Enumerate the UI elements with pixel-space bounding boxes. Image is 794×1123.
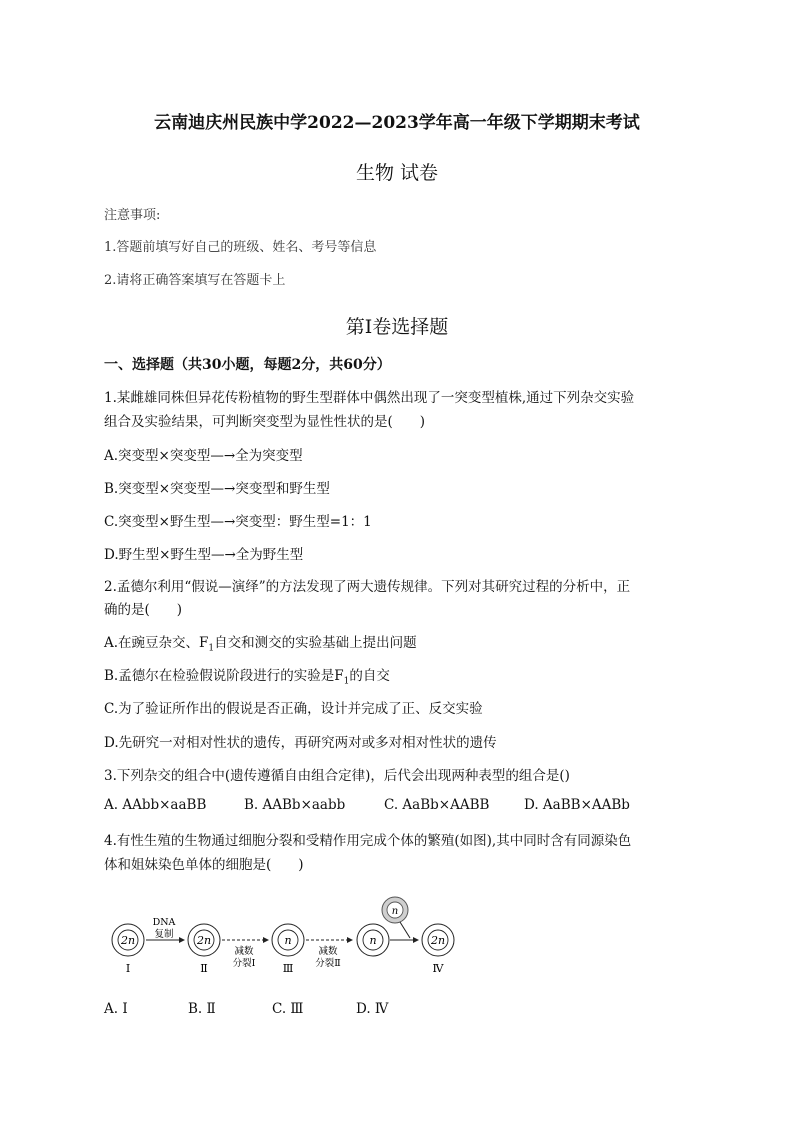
note-item-1: 1.答题前填写好自己的班级、姓名、考号等信息 — [104, 240, 377, 255]
question-2-option-b: B.孟德尔在检验假说阶段进行的实验是$F_1$的自交 — [104, 668, 390, 687]
arrow-2-line-2: 分裂Ⅰ — [232, 958, 256, 969]
cell-1 — [112, 924, 144, 975]
question-2-option-d: D.先研究一对相对性状的遗传，再研究两对或多对相对性状的遗传 — [104, 735, 497, 751]
question-1-stem-line-1: 1.某雌雄同株但异花传粉植物的野生型群体中偶然出现了一突变型植株,通过下列杂交实验 — [104, 390, 635, 406]
cell-2-roman: Ⅱ — [200, 962, 208, 975]
cell-4-label: n — [369, 934, 377, 947]
arrow-3-line-1: 减数 — [318, 946, 338, 957]
question-4-option-c: C. Ⅲ — [272, 1001, 304, 1017]
cell-5-roman: Ⅳ — [432, 962, 444, 975]
cell-1-label: 2n — [120, 934, 136, 947]
arrow-1-line-1: DNA — [152, 917, 176, 928]
question-1-option-c: C.突变型×野生型—→突变型：野生型=1：1 — [104, 514, 372, 530]
cell-3 — [272, 924, 304, 975]
question-2-stem-line-1: 2.孟德尔利用“假说—演绎”的方法发现了两大遗传规律。下列对其研究过程的分析中，正 — [104, 579, 631, 595]
cell-3-roman: Ⅲ — [282, 962, 294, 975]
question-1-option-a: A.突变型×突变型—→全为突变型 — [104, 448, 303, 464]
question-3-option-c: C. AaBb×AABB — [384, 797, 490, 813]
question-3-option-b: B. AABb×aabb — [244, 797, 346, 813]
notes-heading: 注意事项: — [104, 208, 161, 223]
question-4-option-b: B. Ⅱ — [188, 1001, 216, 1017]
cell-2-label: 2n — [196, 934, 212, 947]
gamete-cell — [382, 897, 408, 923]
arrow-2-line-1: 减数 — [234, 946, 254, 957]
note-item-2: 2.请将正确答案填写在答题卡上 — [104, 273, 286, 288]
question-2-stem-line-2: 确的是( ) — [104, 602, 183, 618]
part-heading: 一、选择题（共30小题，每题2分，共60分） — [104, 357, 391, 373]
cell-3-label: n — [284, 934, 292, 947]
fertilization-line — [400, 922, 410, 938]
cell-4 — [357, 924, 389, 956]
question-1-option-b: B.突变型×突变型—→突变型和野生型 — [104, 481, 330, 497]
question-1-stem-line-2: 组合及实验结果，可判断突变型为显性性状的是( ) — [104, 414, 426, 430]
exam-subtitle: 生物 试卷 — [355, 162, 439, 184]
section-title: 第Ⅰ卷选择题 — [345, 316, 449, 338]
question-3-option-d: D. AaBB×AABb — [524, 797, 630, 813]
question-2-option-a: A.在豌豆杂交、$F_1$自交和测交的实验基础上提出问题 — [104, 635, 417, 654]
question-4-stem-line-2: 体和姐妹染色单体的细胞是( ) — [104, 857, 304, 873]
question-4-option-a: A. Ⅰ — [104, 1001, 128, 1017]
exam-title: 云南迪庆州民族中学2022—2023学年高一年级下学期期末考试 — [154, 113, 640, 133]
gamete-label: n — [391, 906, 399, 917]
cell-5 — [422, 924, 454, 975]
cell-2 — [188, 924, 220, 975]
question-4-option-d: D. Ⅳ — [356, 1001, 389, 1017]
cell-5-label: 2n — [430, 934, 446, 947]
question-4-stem-line-1: 4.有性生殖的生物通过细胞分裂和受精作用完成个体的繁殖(如图),其中同时含有同源染色 — [104, 833, 632, 849]
question-3-option-a: A. AAbb×aaBB — [104, 797, 207, 813]
question-2-option-c: C.为了验证所作出的假说是否正确，设计并完成了正、反交实验 — [104, 701, 483, 717]
cell-division-figure — [100, 890, 470, 990]
arrow-1-line-2: 复制 — [154, 929, 174, 940]
arrow-3-line-2: 分裂Ⅱ — [315, 958, 341, 969]
question-3-stem: 3.下列杂交的组合中(遗传遵循自由组合定律)，后代会出现两种表型的组合是() — [104, 768, 570, 784]
cell-1-roman: Ⅰ — [125, 962, 131, 975]
question-1-option-d: D.野生型×野生型—→全为野生型 — [104, 547, 304, 563]
